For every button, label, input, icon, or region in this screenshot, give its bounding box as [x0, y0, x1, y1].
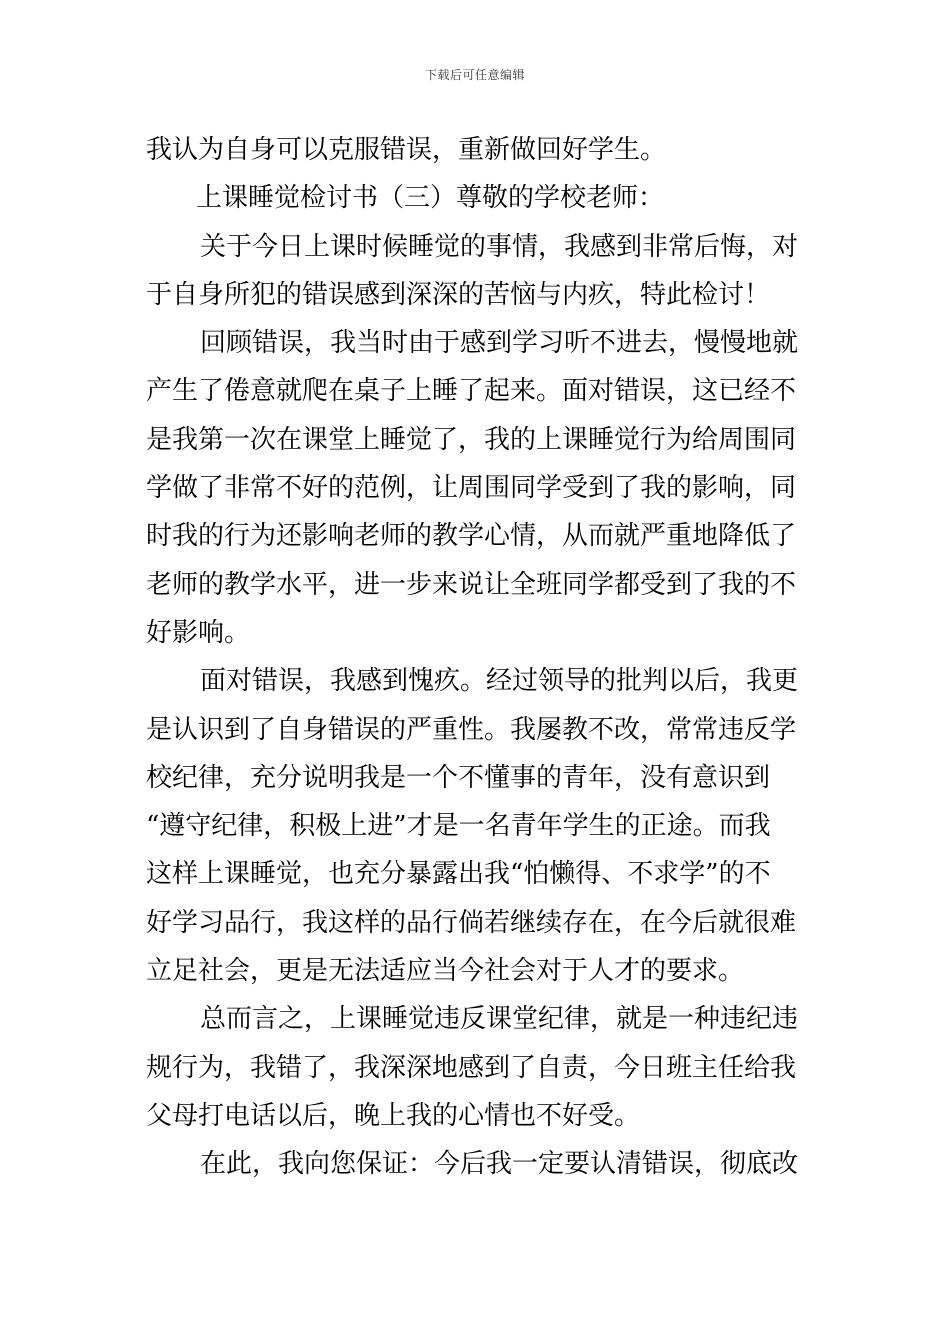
text-line: 我认为自身可以克服错误，重新做回好学生。	[146, 135, 667, 165]
text-line: “遵守纪律，积极上进”才是一名青年学生的正途。而我	[146, 811, 771, 842]
text-line: 父母打电话以后，晚上我的心情也不好受。	[146, 1100, 641, 1131]
text-line: 老师的教学水平，进一步来说让全班同学都受到了我的不	[146, 569, 797, 600]
text-line: 好学习品行，我这样的品行倘若继续存在，在今后就很难	[146, 907, 797, 938]
text-line: 是认识到了自身错误的严重性。我屡教不改，常常违反学	[146, 714, 797, 745]
text-line: 立足社会，更是无法适应当今社会对于人才的要求。	[146, 956, 745, 987]
document-body	[146, 126, 810, 1189]
text-line: 时我的行为还影响老师的教学心情，从而就严重地降低了	[146, 521, 797, 552]
text-line: 是我第一次在课堂上睡觉了，我的上课睡觉行为给周围同	[146, 424, 797, 455]
text-line: 校纪律，充分说明我是一个不懂事的青年，没有意识到	[146, 762, 771, 793]
paragraph-first-line: 在此，我向您保证：今后我一定要认清错误，彻底改	[200, 1149, 799, 1180]
section-heading-line: 上课睡觉检讨书（三）尊敬的学校老师：	[196, 183, 665, 214]
text-line: 学做了非常不好的范例，让周围同学受到了我的影响，同	[146, 473, 797, 504]
paragraph-first-line: 关于今日上课时候睡觉的事情，我感到非常后悔，对	[200, 231, 799, 262]
page-header-note: 下载后可任意编辑	[424, 68, 525, 82]
text-line: 这样上课睡觉，也充分暴露出我“怕懒得、不求学”的不	[146, 859, 771, 890]
text-line: 产生了倦意就爬在桌子上睡了起来。面对错误，这已经不	[146, 376, 797, 407]
text-line: 于自身所犯的错误感到深深的苦恼与内疚，特此检讨！	[146, 279, 771, 310]
text-line: 规行为，我错了，我深深地感到了自责，今日班主任给我	[146, 1052, 797, 1083]
text-line: 好影响。	[146, 617, 251, 648]
paragraph-first-line: 总而言之，上课睡觉违反课堂纪律，就是一种违纪违	[200, 1004, 799, 1035]
paragraph-first-line: 回顾错误，我当时由于感到学习听不进去，慢慢地就	[200, 328, 799, 359]
paragraph-first-line: 面对错误，我感到愧疚。经过领导的批判以后，我更	[200, 666, 799, 697]
